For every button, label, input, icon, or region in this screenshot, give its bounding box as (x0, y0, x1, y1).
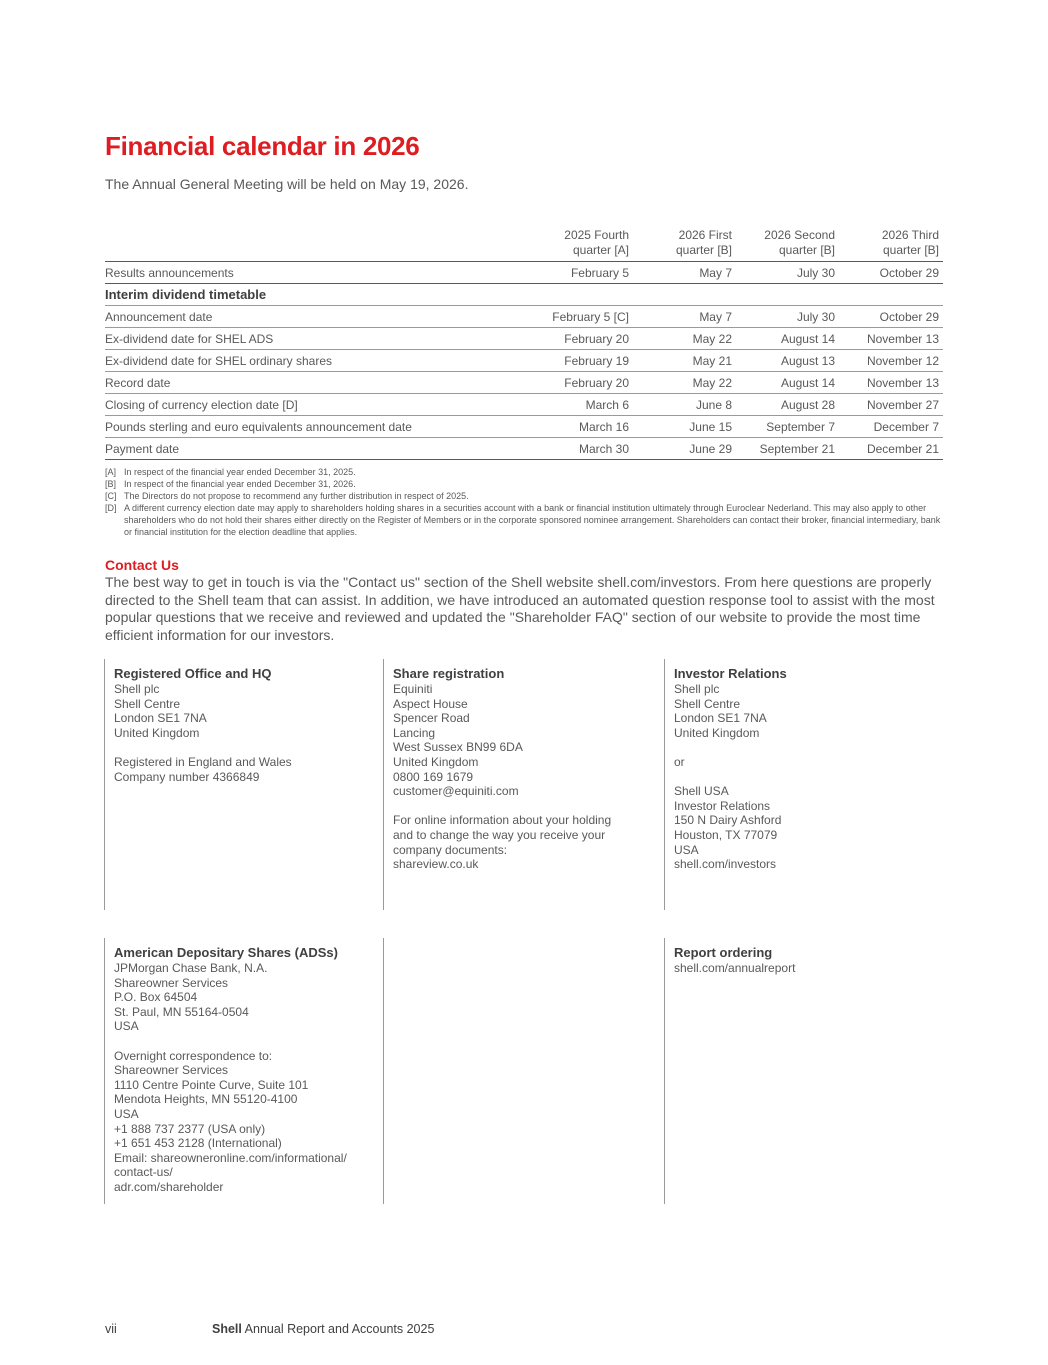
table-header-cell: 2026 First quarter [B] (633, 226, 736, 262)
footnote (105, 478, 943, 490)
table-row (105, 372, 943, 394)
footnote (105, 502, 943, 538)
block-line: Registered in England and Wales (114, 754, 292, 769)
table-row (105, 438, 943, 460)
registered-office-block (104, 659, 374, 910)
table-cell: May 7 (633, 262, 736, 284)
block-lines (114, 961, 374, 1195)
table-row (105, 328, 943, 350)
table-cell: Ex-dividend date for SHEL ordinary shares (105, 350, 545, 372)
table-cell: November 27 (839, 394, 943, 416)
contact-body: The best way to get in touch is via the "Contact us" section of the Shell website shell.com/investors. From here questions are properly directed to the Shell team that can assist. In addition, we have introduced an automated question response tool to assist with the most popular questions that we receive and reviewed and updated the "Shareholder FAQ" section of our website to provide the most time efficient information for our investors. (105, 574, 935, 643)
table-cell: Announcement date (105, 306, 545, 328)
block-lines (114, 682, 374, 784)
line-spacer (114, 740, 374, 755)
table-cell: February 5 (545, 262, 633, 284)
table-cell: June 29 (633, 438, 736, 460)
block-line: shell.com/investors (674, 857, 777, 872)
block-heading: American Depositary Shares (ADSs) (114, 945, 338, 960)
block-line: Shareowner Services (114, 1063, 229, 1078)
block-line: Shell USA (674, 784, 729, 799)
table-cell: February 20 (545, 328, 633, 350)
block-line: Mendota Heights, MN 55120-4100 (114, 1092, 298, 1107)
table-cell: February 19 (545, 350, 633, 372)
table-cell: March 6 (545, 394, 633, 416)
block-line: Shell Centre (674, 696, 741, 711)
page-footer (105, 1322, 435, 1336)
table-cell: September 7 (736, 416, 839, 438)
table-cell: Results announcements (105, 262, 545, 284)
block-line: London SE1 7NA (114, 711, 207, 726)
block-line: JPMorgan Chase Bank, N.A. (114, 961, 268, 975)
line-spacer (674, 740, 936, 755)
table-cell: May 7 (633, 306, 736, 328)
block-line: Shell Centre (114, 696, 181, 711)
table-row (105, 262, 943, 284)
block-line: 0800 169 1679 (393, 769, 474, 784)
block-line: Shell plc (674, 682, 720, 696)
footnote-tag: [C] (105, 491, 117, 501)
financial-calendar-table (105, 226, 943, 460)
block-line: Spencer Road (393, 711, 470, 726)
line-spacer (393, 799, 655, 814)
block-line: Houston, TX 77079 (674, 827, 778, 842)
footnote-tag: [D] (105, 503, 117, 513)
block-line: 1110 Centre Pointe Curve, Suite 101 (114, 1077, 309, 1092)
table-cell: November 12 (839, 350, 943, 372)
table-cell: Ex-dividend date for SHEL ADS (105, 328, 545, 350)
footer-brand (212, 1322, 434, 1336)
block-line: and to change the way you receive your (393, 827, 606, 842)
block-line: Aspect House (393, 696, 468, 711)
footnote-text: A different currency election date may apply to shareholders holding shares in a securities account with a bank or financial institution ultimately through Euroclear Nederland. This may also apply to other shareholders who do not hold their shares either directly on the Register of Members or in the corporate sponsored nominee arrangement. Shareholders can contact their broker, financial intermediary, bank or financial institution for the election deadline that applies. (124, 503, 941, 537)
block-line: For online information about your holding (393, 813, 612, 828)
block-line: 150 N Dairy Ashford (674, 813, 782, 828)
block-line: contact-us/ (114, 1165, 173, 1180)
block-line: London SE1 7NA (674, 711, 767, 726)
footnote-tag: [A] (105, 467, 117, 477)
block-line: Lancing (393, 725, 436, 740)
table-cell: October 29 (839, 262, 943, 284)
block-line: United Kingdom (393, 754, 479, 769)
table-cell: February 5 [C] (545, 306, 633, 328)
block-line: +1 651 453 2128 (International) (114, 1136, 282, 1151)
contact-heading: Contact Us (105, 557, 179, 573)
footnote-text: The Directors do not propose to recommend any further distribution in respect of 2025. (124, 491, 469, 501)
block-lines (674, 961, 936, 976)
table-cell: May 22 (633, 372, 736, 394)
table-cell: November 13 (839, 372, 943, 394)
table-cell: July 30 (736, 262, 839, 284)
block-heading: Share registration (393, 666, 505, 681)
table-cell: May 21 (633, 350, 736, 372)
table-cell: February 20 (545, 372, 633, 394)
table-cell: August 28 (736, 394, 839, 416)
table-cell: March 16 (545, 416, 633, 438)
table-cell: June 15 (633, 416, 736, 438)
empty-block (383, 938, 655, 1204)
table-header-cell: 2026 Second quarter [B] (736, 226, 839, 262)
table-cell: June 8 (633, 394, 736, 416)
block-line: Overnight correspondence to: (114, 1048, 273, 1063)
line-spacer (674, 770, 936, 785)
footnote (105, 466, 943, 478)
table-row (105, 306, 943, 328)
block-line: Investor Relations (674, 798, 771, 813)
report-ordering-block (664, 938, 936, 1204)
table-cell: Closing of currency election date [D] (105, 394, 545, 416)
table-subheading: Interim dividend timetable (105, 284, 943, 306)
block-lines (393, 682, 655, 872)
page-number: vii (105, 1322, 117, 1336)
block-line: company documents: (393, 842, 508, 857)
footnote-text: In respect of the financial year ended December 31, 2025. (124, 467, 356, 477)
line-spacer (114, 1034, 374, 1049)
table-cell: May 22 (633, 328, 736, 350)
block-heading: Report ordering (674, 945, 773, 960)
block-line: USA (114, 1106, 139, 1121)
block-line: Equiniti (393, 682, 433, 696)
block-line: or (674, 754, 685, 769)
table-header-row (105, 226, 943, 262)
table-cell: Record date (105, 372, 545, 394)
block-line: United Kingdom (114, 725, 200, 740)
table-row (105, 394, 943, 416)
block-line: adr.com/shareholder (114, 1179, 224, 1194)
block-line: Shareowner Services (114, 975, 229, 990)
report-title: Annual Report and Accounts 2025 (244, 1322, 435, 1336)
table-footnotes (105, 466, 943, 538)
table-cell: March 30 (545, 438, 633, 460)
table-row (105, 350, 943, 372)
table-header-cell: 2026 Third quarter [B] (839, 226, 943, 262)
table-cell: August 14 (736, 328, 839, 350)
table-cell: Pounds sterling and euro equivalents announcement date (105, 416, 545, 438)
table-cell: August 13 (736, 350, 839, 372)
footnote (105, 490, 943, 502)
table-cell: September 21 (736, 438, 839, 460)
block-line: +1 888 737 2377 (USA only) (114, 1121, 266, 1136)
block-line: customer@equiniti.com (393, 784, 519, 799)
block-line: St. Paul, MN 55164-0504 (114, 1004, 249, 1019)
block-line: Shell plc (114, 682, 160, 696)
block-heading: Registered Office and HQ (114, 666, 272, 681)
table-header-cell: 2025 Fourth quarter [A] (545, 226, 633, 262)
table-cell: December 7 (839, 416, 943, 438)
block-line: USA (674, 842, 699, 857)
table-cell: October 29 (839, 306, 943, 328)
page-title: Financial calendar in 2026 (105, 131, 420, 161)
footnote-text: In respect of the financial year ended December 31, 2026. (124, 479, 356, 489)
share-registration-block (383, 659, 655, 910)
footnote-tag: [B] (105, 479, 117, 489)
block-line: shareview.co.uk (393, 857, 479, 872)
table-cell: November 13 (839, 328, 943, 350)
block-line: shell.com/annualreport (674, 961, 796, 975)
block-lines (674, 682, 936, 872)
table-cell: July 30 (736, 306, 839, 328)
table-cell: Payment date (105, 438, 545, 460)
block-heading: Investor Relations (674, 666, 787, 681)
block-line: Company number 4366849 (114, 769, 260, 784)
brand-name: Shell (212, 1322, 242, 1336)
agm-intro: The Annual General Meeting will be held on May 19, 2026. (105, 176, 469, 192)
block-line: United Kingdom (674, 725, 760, 740)
block-line: West Sussex BN99 6DA (393, 740, 523, 755)
table-cell: August 14 (736, 372, 839, 394)
table-subheading-row (105, 284, 943, 306)
block-line: P.O. Box 64504 (114, 990, 198, 1005)
ads-block (104, 938, 374, 1204)
block-line: USA (114, 1019, 139, 1034)
table-header-cell (105, 226, 545, 262)
investor-relations-block (664, 659, 936, 910)
block-line: Email: shareowneronline.com/informational/ (114, 1150, 347, 1165)
table-cell: December 21 (839, 438, 943, 460)
table-row (105, 416, 943, 438)
